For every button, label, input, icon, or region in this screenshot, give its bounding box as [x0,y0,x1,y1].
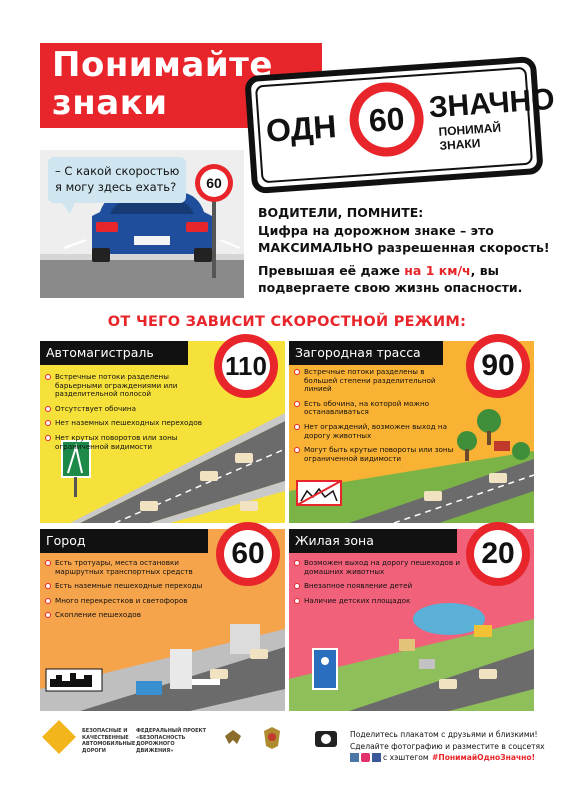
panel-country-list [294,368,454,469]
warning-line-2-start: Превышая её даже [258,263,405,278]
speed-sign-60-icon [216,522,280,586]
speed-sign-90-icon [466,334,530,398]
bullet-icon [45,583,51,589]
bullet-icon [45,612,51,618]
speed-sign-20-icon [466,522,530,586]
sign-pole [212,200,216,278]
panel-city-title: Город [40,529,208,553]
speech-bubble-tail [60,200,76,214]
panel-city-list [45,559,220,626]
list-item: Возможен выход на дорогу пешеходов и домашних животных [294,559,469,576]
title-line-1: Понимайте [52,45,273,85]
speech-bubble [48,157,186,203]
warning-line-2-end: , вы подвергаете свою жизнь опасности. [258,263,523,295]
list-item: Встречные потоки разделены барьерными ограждениями или разделительной полосой [45,373,213,399]
panel-highway-list [45,373,213,457]
panel-residential-list [294,559,469,611]
facebook-icon[interactable] [372,753,381,762]
warning-heading: ВОДИТЕЛИ, ПОМНИТЕ: [258,205,424,220]
speed-sign-value: 90 [474,342,522,390]
stamp-subtitle: ПОНИМАЙ ЗНАКИ [438,120,502,153]
bullet-icon [45,560,51,566]
police-emblem-icon [262,726,282,750]
speed-sign-110-icon [214,334,278,398]
vk-icon[interactable] [350,753,359,762]
roads-project-logo-icon [42,720,76,754]
roads-project-text: БЕЗОПАСНЫЕ И КАЧЕСТВЕННЫЕ АВТОМОБИЛЬНЫЕ ДОРОГИ [82,728,136,754]
bullet-icon [294,583,300,589]
list-item: Внезапное появление детей [294,582,469,591]
panel-highway-title: Автомагистраль [40,341,188,365]
share-line-3: с хэштегом [383,753,429,762]
ministry-emblem-icon [222,728,244,746]
stamp-left-text: ОДН [264,108,338,149]
bullet-icon [294,424,300,430]
bullet-icon [294,560,300,566]
list-item: Нет наземных пешеходных переходов [45,419,213,428]
bullet-icon [294,369,300,375]
list-item: Встречные потоки разделены в большей степени разделительной линией [294,368,454,394]
bullet-icon [45,435,51,441]
bullet-icon [45,406,51,412]
bubble-text: – С какой скоростью я могу здесь ехать? [55,164,180,194]
bullet-icon [294,401,300,407]
list-item: Много перекрестков и светофоров [45,597,220,606]
bullet-icon [45,420,51,426]
stamp-sign-value: 60 [357,90,417,150]
federal-project-text: ФЕДЕРАЛЬНЫЙ ПРОЕКТ «БЕЗОПАСНОСТЬ ДОРОЖНОГО ДВИЖЕНИЯ» [136,728,207,754]
title-line-2: знаки [52,83,168,123]
panel-country-title: Загородная трасса [289,341,443,365]
speed-limit-sign-value: 60 [200,169,228,197]
bullet-icon [294,598,300,604]
list-item: Нет ограждений, возможен выход на дорогу животных [294,423,454,440]
hashtag[interactable]: #ПонимайОдноЗначно! [432,753,536,762]
list-item: Есть наземные пешеходные переходы [45,582,220,591]
list-item: Отсутствует обочина [45,405,213,414]
speed-limit-sign-icon [195,164,233,202]
stamp-right-text: ЗНАЧНО [427,82,556,125]
list-item: Есть обочина, на которой можно останавливаться [294,400,454,417]
share-line-1: Поделитесь плакатом с друзьями и близкими! [350,730,538,739]
speed-sign-value: 20 [474,530,522,578]
camera-lens-icon [321,734,331,744]
warning-line-2 [258,262,558,296]
warning-line-2-highlight: на 1 км/ч [404,263,471,278]
bullet-icon [45,598,51,604]
campaign-logo-stamp [244,56,556,194]
warning-line-1: Цифра на дорожном знаке – это МАКСИМАЛЬНО разрешенная скорость! [258,223,550,255]
list-item: Нет крутых поворотов или зоны ограниченной видимости [45,434,213,451]
panel-residential-title: Жилая зона [289,529,457,553]
share-line-2: Сделайте фотографию и разместите в соцсетях [350,742,545,751]
list-item: Могут быть крутые повороты или зоны ограниченной видимости [294,446,454,463]
camera-icon [315,731,337,747]
list-item: Наличие детских площадок [294,597,469,606]
speed-sign-value: 110 [222,342,270,390]
list-item: Скопление пешеходов [45,611,220,620]
bullet-icon [45,374,51,380]
section-title: ОТ ЧЕГО ЗАВИСИТ СКОРОСТНОЙ РЕЖИМ: [107,314,467,330]
bullet-icon [294,447,300,453]
speed-sign-value: 60 [224,530,272,578]
instagram-icon[interactable] [361,753,370,762]
list-item: Есть тротуары, места остановки маршрутных транспортных средств [45,559,220,576]
